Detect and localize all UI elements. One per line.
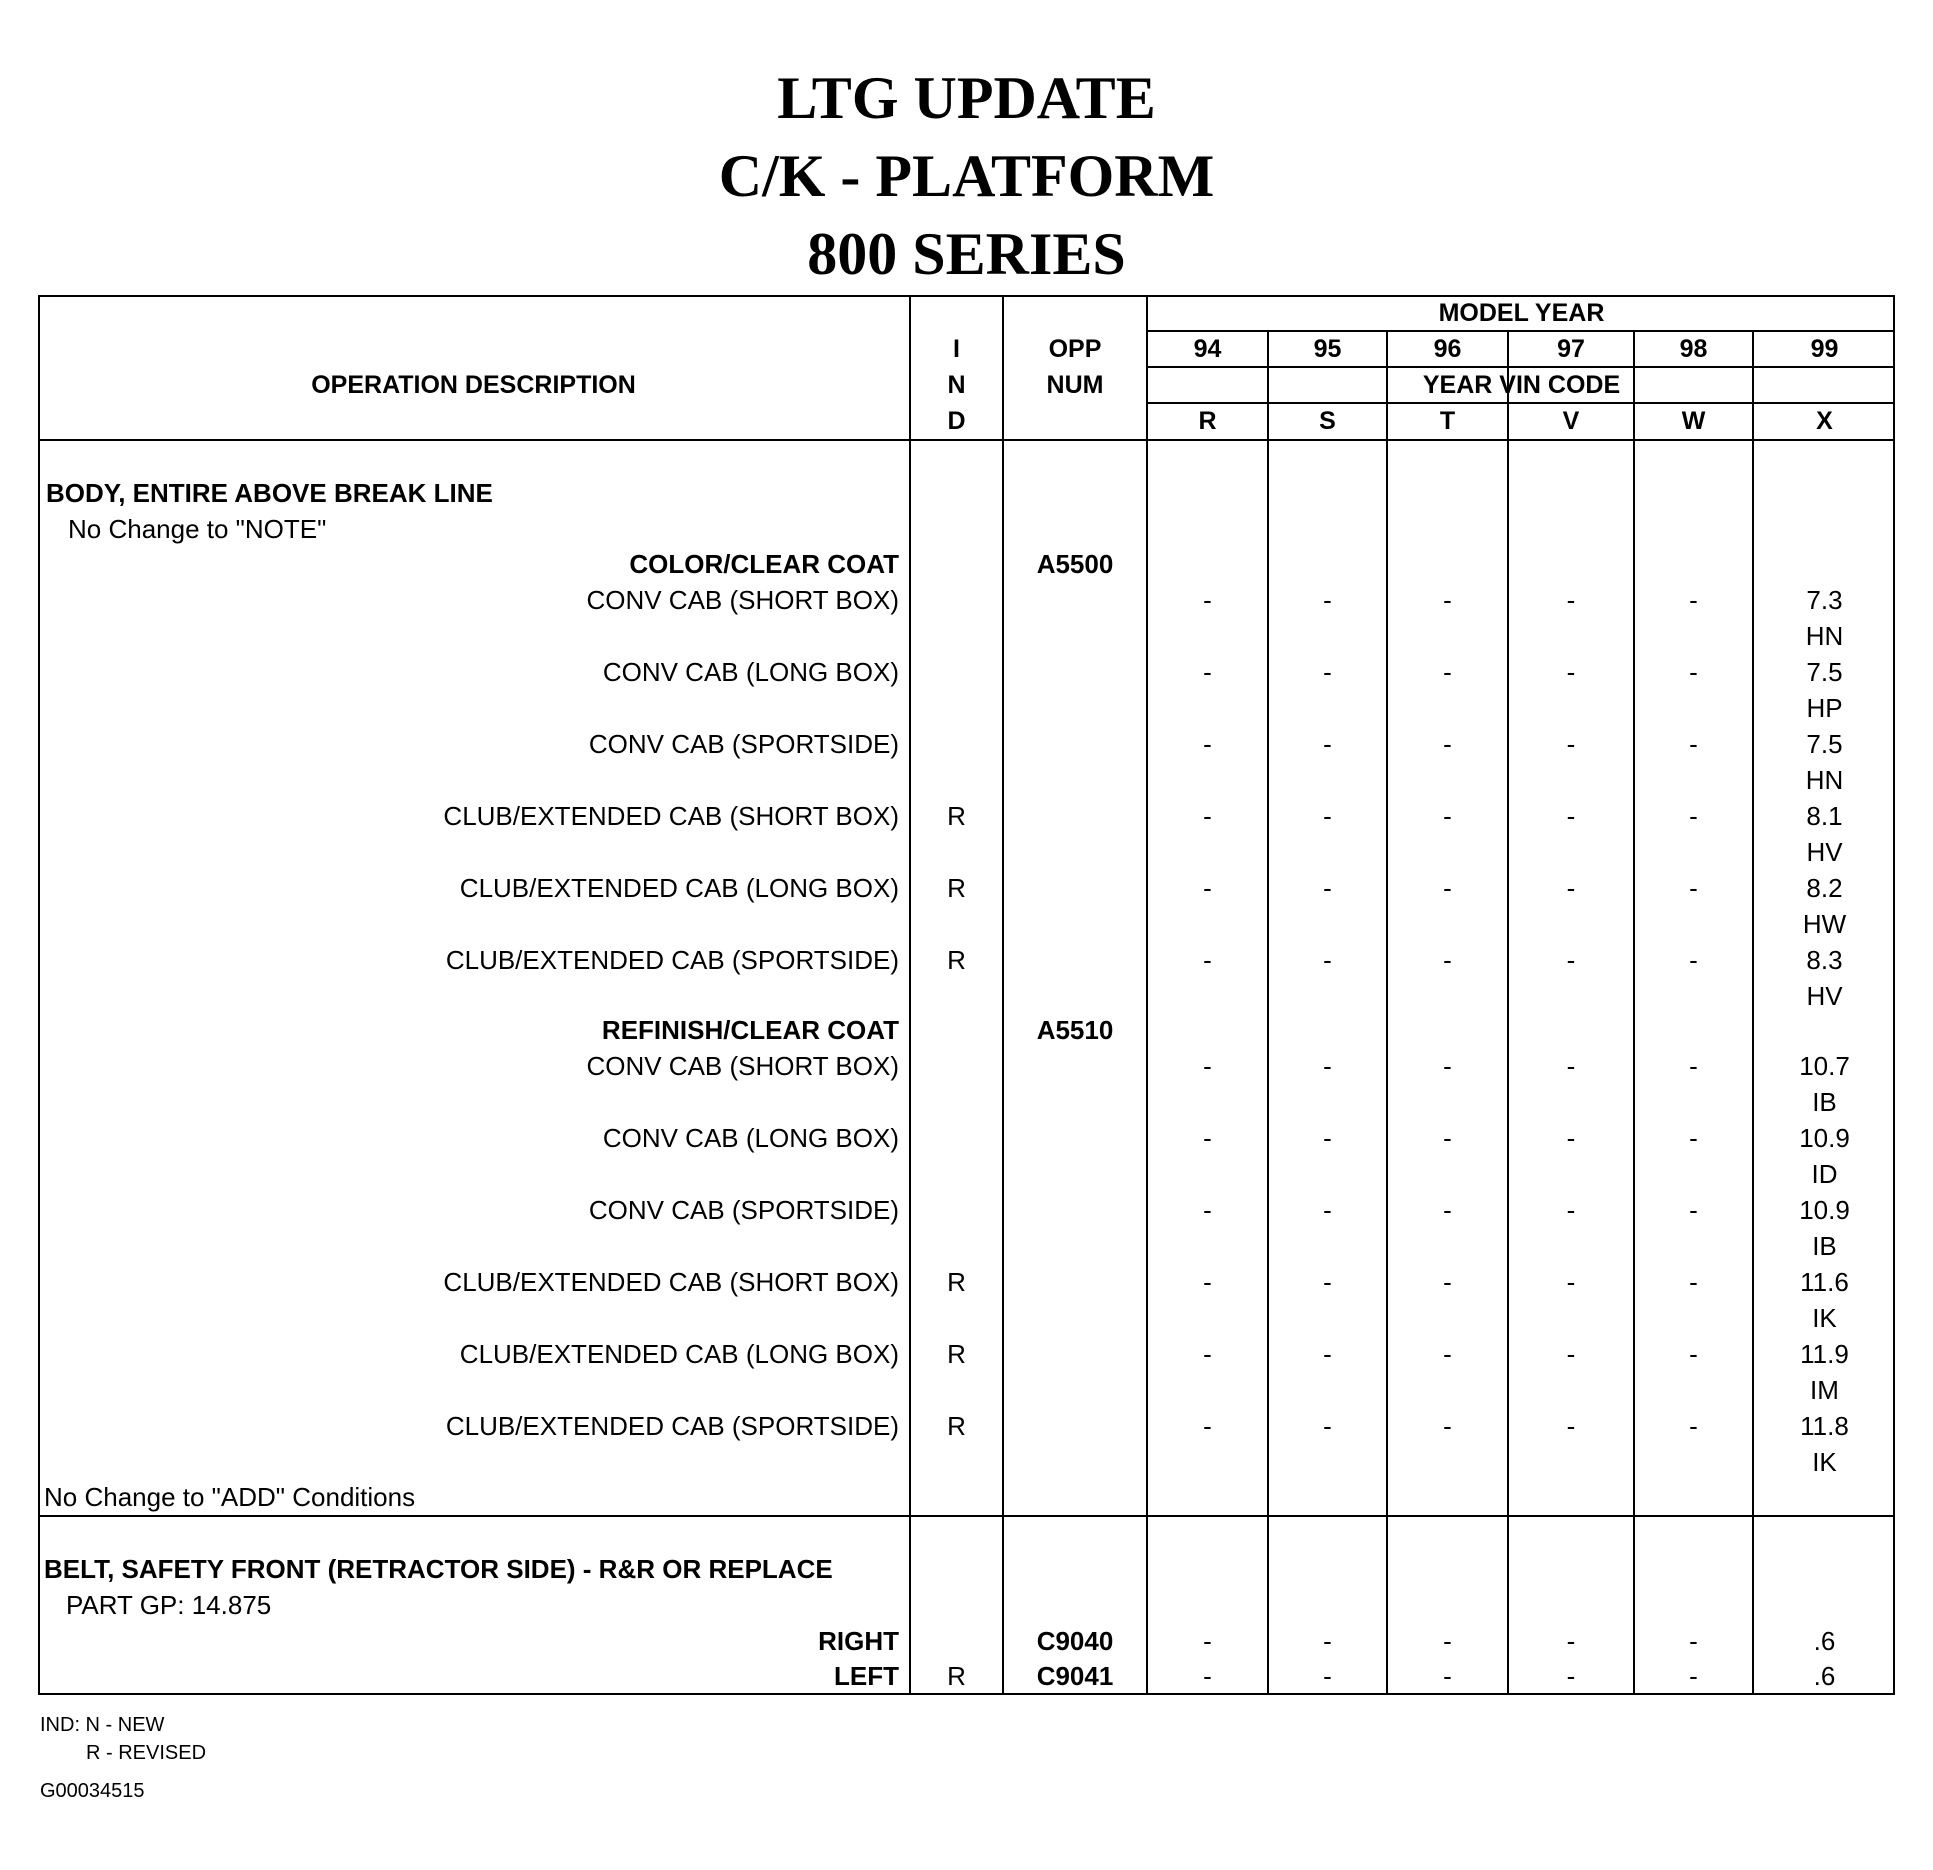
header-num: NUM [1046, 371, 1104, 399]
row-code: HV [1806, 837, 1843, 867]
row-value: - [1566, 945, 1576, 975]
row-value: - [1443, 1051, 1452, 1081]
row-label: CONV CAB (LONG BOX) [602, 1123, 899, 1153]
row-value: - [1203, 801, 1212, 831]
row-value: - [1323, 945, 1332, 975]
row-value: - [1689, 1051, 1698, 1081]
row-code: IK [1812, 1447, 1837, 1477]
row-code: HN [1805, 765, 1844, 795]
row-value-99: .6 [1813, 1661, 1836, 1691]
row-value-99: 8.3 [1806, 945, 1843, 975]
row-code: HV [1806, 981, 1843, 1011]
row-value: - [1323, 1195, 1332, 1225]
header-vin-v: V [1562, 407, 1580, 435]
row-value: - [1323, 1123, 1332, 1153]
header-year-vin-code: YEAR VIN CODE [1422, 371, 1621, 399]
row-label: CONV CAB (SPORTSIDE) [588, 1195, 899, 1225]
row-label: LEFT [834, 1661, 899, 1691]
row-value: - [1689, 1339, 1698, 1369]
row-ind: R [947, 1339, 966, 1369]
row-value: - [1443, 1195, 1452, 1225]
header-year-98: 98 [1679, 335, 1708, 363]
group-opp-num: A5510 [1036, 1015, 1114, 1045]
header-opp: OPP [1048, 335, 1102, 363]
divider [1633, 330, 1635, 1695]
row-value-99: .6 [1813, 1626, 1836, 1656]
row-label: CLUB/EXTENDED CAB (SHORT BOX) [443, 801, 899, 831]
row-value-99: 7.3 [1806, 585, 1843, 615]
row-value: - [1566, 1626, 1576, 1656]
section2-heading: BELT, SAFETY FRONT (RETRACTOR SIDE) - R&R OR REPLACE [44, 1554, 833, 1584]
row-value: - [1203, 1051, 1212, 1081]
row-value: - [1203, 1339, 1212, 1369]
row-value: - [1203, 1626, 1212, 1656]
row-value: - [1689, 873, 1698, 903]
row-value: - [1689, 1661, 1698, 1691]
header-model-year: MODEL YEAR [1438, 299, 1605, 327]
row-value: - [1443, 1661, 1452, 1691]
row-code: ID [1811, 1159, 1838, 1189]
row-value: - [1443, 873, 1452, 903]
section1-add-note: No Change to "ADD" Conditions [44, 1482, 416, 1512]
row-value: - [1443, 801, 1452, 831]
row-code: IK [1812, 1303, 1837, 1333]
title-line-2: C/K - PLATFORM [718, 143, 1215, 209]
row-ind: R [947, 1267, 966, 1297]
row-value: - [1323, 1411, 1332, 1441]
row-value: - [1566, 1267, 1576, 1297]
row-label: CLUB/EXTENDED CAB (SPORTSIDE) [445, 1411, 899, 1441]
row-value: - [1443, 1626, 1452, 1656]
row-value: - [1203, 1267, 1212, 1297]
header-year-94: 94 [1193, 335, 1222, 363]
divider [1507, 330, 1509, 1695]
row-value-99: 10.7 [1799, 1051, 1850, 1081]
header-vin-w: W [1681, 407, 1706, 435]
header-vin-x: X [1816, 407, 1833, 435]
row-value: - [1443, 729, 1452, 759]
row-value: - [1323, 1051, 1332, 1081]
row-ind: R [947, 945, 966, 975]
divider [38, 439, 1895, 441]
row-label: CONV CAB (LONG BOX) [602, 657, 899, 687]
row-value: - [1566, 1339, 1576, 1369]
row-code: HW [1802, 909, 1847, 939]
row-value: - [1689, 1195, 1698, 1225]
row-value: - [1203, 729, 1212, 759]
row-value: - [1323, 1339, 1332, 1369]
divider [1386, 330, 1388, 1695]
title-line-1: LTG UPDATE [777, 65, 1156, 131]
row-value: - [1689, 1123, 1698, 1153]
row-value: - [1566, 1661, 1576, 1691]
row-value: - [1689, 585, 1698, 615]
row-value: - [1443, 1267, 1452, 1297]
row-opp-num: C9041 [1036, 1661, 1114, 1691]
row-value-99: 11.6 [1800, 1267, 1849, 1297]
header-year-97: 97 [1557, 335, 1585, 363]
row-value: - [1443, 657, 1452, 687]
header-year-95: 95 [1313, 335, 1342, 363]
row-value: - [1443, 585, 1452, 615]
header-year-99: 99 [1810, 335, 1839, 363]
section1-note: No Change to "NOTE" [68, 514, 327, 544]
row-value: - [1203, 585, 1212, 615]
header-operation-description: OPERATION DESCRIPTION [311, 371, 636, 399]
footer-ind-legend-revised: R - REVISED [86, 1742, 207, 1764]
row-label: CONV CAB (SHORT BOX) [586, 1051, 899, 1081]
row-value: - [1323, 585, 1332, 615]
row-value: - [1443, 1123, 1452, 1153]
section1-heading: BODY, ENTIRE ABOVE BREAK LINE [46, 478, 493, 508]
row-value: - [1203, 1195, 1212, 1225]
row-value: - [1203, 1123, 1212, 1153]
row-label: CLUB/EXTENDED CAB (SPORTSIDE) [445, 945, 899, 975]
row-label: CLUB/EXTENDED CAB (LONG BOX) [459, 1339, 899, 1369]
row-value-99: 10.9 [1799, 1123, 1850, 1153]
row-value: - [1566, 1123, 1576, 1153]
row-ind: R [947, 801, 966, 831]
row-label: CONV CAB (SHORT BOX) [586, 585, 899, 615]
row-value: - [1689, 945, 1698, 975]
divider [1146, 295, 1148, 1695]
divider [1002, 295, 1004, 1695]
header-ind-i: I [953, 335, 960, 363]
row-value: - [1443, 1339, 1452, 1369]
row-value-99: 8.2 [1806, 873, 1843, 903]
row-value: - [1689, 657, 1698, 687]
row-value: - [1203, 657, 1212, 687]
row-value: - [1566, 729, 1576, 759]
row-ind: R [947, 1411, 966, 1441]
divider [909, 295, 911, 1695]
header-year-96: 96 [1433, 335, 1462, 363]
row-value-99: 11.8 [1800, 1411, 1849, 1441]
row-value-99: 10.9 [1799, 1195, 1850, 1225]
row-code: IB [1812, 1087, 1837, 1117]
row-label: RIGHT [818, 1626, 899, 1656]
row-label: CONV CAB (SPORTSIDE) [588, 729, 899, 759]
row-value: - [1323, 801, 1332, 831]
divider [38, 1515, 1895, 1517]
row-value: - [1203, 1411, 1212, 1441]
row-code: IB [1812, 1231, 1837, 1261]
row-value: - [1566, 585, 1576, 615]
row-ind: R [947, 873, 966, 903]
row-value: - [1689, 1411, 1698, 1441]
row-value: - [1566, 1051, 1576, 1081]
row-value: - [1323, 657, 1332, 687]
row-value: - [1443, 945, 1452, 975]
section2-part: PART GP: 14.875 [66, 1590, 272, 1620]
divider [1267, 330, 1269, 1695]
row-value: - [1566, 1411, 1576, 1441]
row-opp-num: C9040 [1036, 1626, 1114, 1656]
header-ind-d: D [947, 407, 966, 435]
group-name: REFINISH/CLEAR COAT [601, 1015, 899, 1045]
row-value: - [1566, 873, 1576, 903]
row-value: - [1566, 657, 1576, 687]
row-label: CLUB/EXTENDED CAB (LONG BOX) [459, 873, 899, 903]
row-value-99: 11.9 [1800, 1339, 1849, 1369]
header-vin-s: S [1319, 407, 1336, 435]
row-code: HN [1805, 621, 1844, 651]
row-value: - [1689, 1626, 1698, 1656]
group-opp-num: A5500 [1036, 549, 1114, 579]
row-ind: R [947, 1661, 966, 1691]
title-line-3: 800 SERIES [807, 221, 1126, 287]
row-value: - [1323, 873, 1332, 903]
header-vin-r: R [1198, 407, 1217, 435]
row-value: - [1566, 801, 1576, 831]
row-value-99: 8.1 [1806, 801, 1843, 831]
row-value: - [1689, 729, 1698, 759]
row-value-99: 7.5 [1806, 729, 1843, 759]
header-vin-t: T [1439, 407, 1456, 435]
footer-code: G00034515 [40, 1780, 145, 1802]
row-value: - [1323, 1661, 1332, 1691]
row-value: - [1203, 1661, 1212, 1691]
row-value: - [1566, 1195, 1576, 1225]
row-value: - [1689, 1267, 1698, 1297]
row-value: - [1443, 1411, 1452, 1441]
row-code: IM [1810, 1375, 1839, 1405]
header-ind-n: N [947, 371, 966, 399]
row-value: - [1203, 945, 1212, 975]
row-value: - [1323, 1267, 1332, 1297]
row-value: - [1323, 729, 1332, 759]
row-value-99: 7.5 [1806, 657, 1843, 687]
row-label: CLUB/EXTENDED CAB (SHORT BOX) [443, 1267, 899, 1297]
row-value: - [1203, 873, 1212, 903]
row-code: HP [1806, 693, 1843, 723]
footer-ind-legend-new: IND: N - NEW [40, 1714, 165, 1736]
group-name: COLOR/CLEAR COAT [629, 549, 899, 579]
row-value: - [1323, 1626, 1332, 1656]
row-value: - [1689, 801, 1698, 831]
